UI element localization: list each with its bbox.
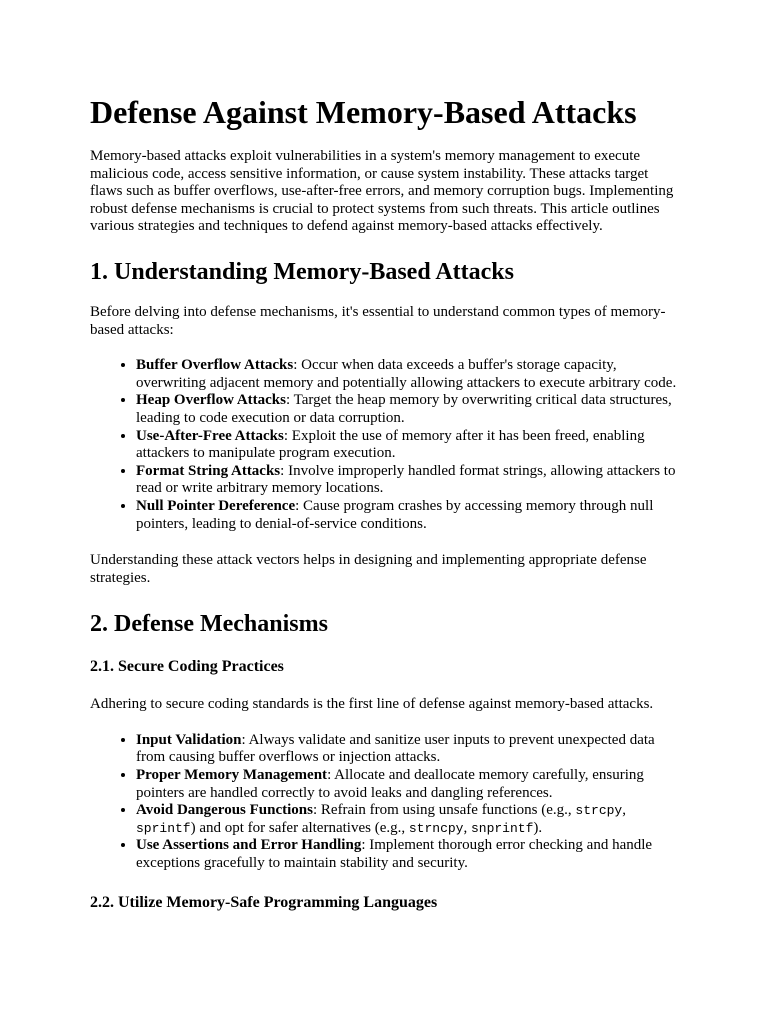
code-snippet: sprintf xyxy=(136,820,191,836)
section-2-heading: 2. Defense Mechanisms xyxy=(90,611,328,638)
list-item-text: : Exploit the use of memory after it has been freed, enabling attackers to manipulate program execution. xyxy=(136,427,645,462)
list-item-text: , xyxy=(463,819,471,836)
section-1-lead: Before delving into defense mechanisms, it's essential to understand common types of memory-based attacks: xyxy=(90,303,666,338)
code-snippet: strncpy xyxy=(408,820,464,836)
list-item xyxy=(136,767,678,802)
page-title: Defense Against Memory-Based Attacks xyxy=(90,94,637,130)
subsection-2-1-heading: 2.1. Secure Coding Practices xyxy=(90,658,284,676)
list-item-term: Proper Memory Management xyxy=(136,767,328,784)
list-item-text: , xyxy=(622,802,626,819)
list-item-text: ) and opt for safer alternatives (e.g., xyxy=(190,819,409,836)
section-1-heading: 1. Understanding Memory-Based Attacks xyxy=(90,258,514,285)
list-item xyxy=(136,463,678,498)
list-item-term: Buffer Overflow Attacks xyxy=(136,357,294,374)
subsection-2-2-heading: 2.2. Utilize Memory-Safe Programming Languages xyxy=(90,893,438,911)
list-item-term: Null Pointer Dereference xyxy=(136,497,296,514)
list-item xyxy=(136,357,678,392)
list-item-text: : Refrain from using unsafe functions (e.g., xyxy=(312,802,576,819)
list-item xyxy=(136,428,678,463)
intro-paragraph: Memory-based attacks exploit vulnerabilities in a system's memory management to execute malicious code, access sensitive information, or cause system instability. These attacks target flaws such as buffer overflows, use-after-free errors, and memory corruption bugs. Implementing robust defense mechanisms is crucial to protect systems from such threats. This article outlines various strategies and techniques to defend against memory-based attacks effectively. xyxy=(90,148,674,235)
list-item-text: : Target the heap memory by overwriting critical data structures, leading to code execution or data corruption. xyxy=(136,392,672,426)
list-item xyxy=(136,802,678,837)
list-item xyxy=(136,392,678,427)
list-item-term: Use-After-Free Attacks xyxy=(136,427,284,444)
attack-types-list xyxy=(90,357,678,533)
list-item xyxy=(136,498,678,533)
code-snippet: snprintf xyxy=(470,820,534,836)
list-item-text: : Always validate and sanitize user inputs to prevent unexpected data from causing buffer overflows or injection attacks. xyxy=(136,731,655,766)
secure-coding-list xyxy=(90,732,678,873)
list-item-text: : Implement thorough error checking and handle exceptions gracefully to maintain stability and security. xyxy=(136,837,653,872)
section-1-closing: Understanding these attack vectors helps in designing and implementing appropriate defense strategies. xyxy=(90,552,647,586)
list-item-text: : Involve improperly handled format strings, allowing attackers to read or write arbitrary memory locations. xyxy=(136,462,676,497)
list-item-text: : Cause program crashes by accessing memory through null pointers, leading to denial-of-service conditions. xyxy=(136,497,654,532)
list-item-term: Format String Attacks xyxy=(136,462,281,479)
list-item-text: : Allocate and deallocate memory carefully, ensuring pointers are handled correctly to avoid leaks and dangling references. xyxy=(136,767,644,801)
list-item-term: Avoid Dangerous Functions xyxy=(136,802,313,819)
list-item xyxy=(136,732,678,767)
subsection-2-1-lead: Adhering to secure coding standards is the first line of defense against memory-based attacks. xyxy=(90,696,654,713)
list-item-term: Heap Overflow Attacks xyxy=(136,392,286,409)
list-item-term: Use Assertions and Error Handling xyxy=(136,837,362,854)
list-item-text: : Occur when data exceeds a buffer's storage capacity, overwriting adjacent memory and potentially allowing attackers to execute arbitrary code. xyxy=(136,357,677,391)
list-item-term: Input Validation xyxy=(136,731,242,748)
list-item xyxy=(136,837,678,872)
list-item-text: ). xyxy=(533,819,543,836)
code-snippet: strcpy xyxy=(575,803,623,819)
